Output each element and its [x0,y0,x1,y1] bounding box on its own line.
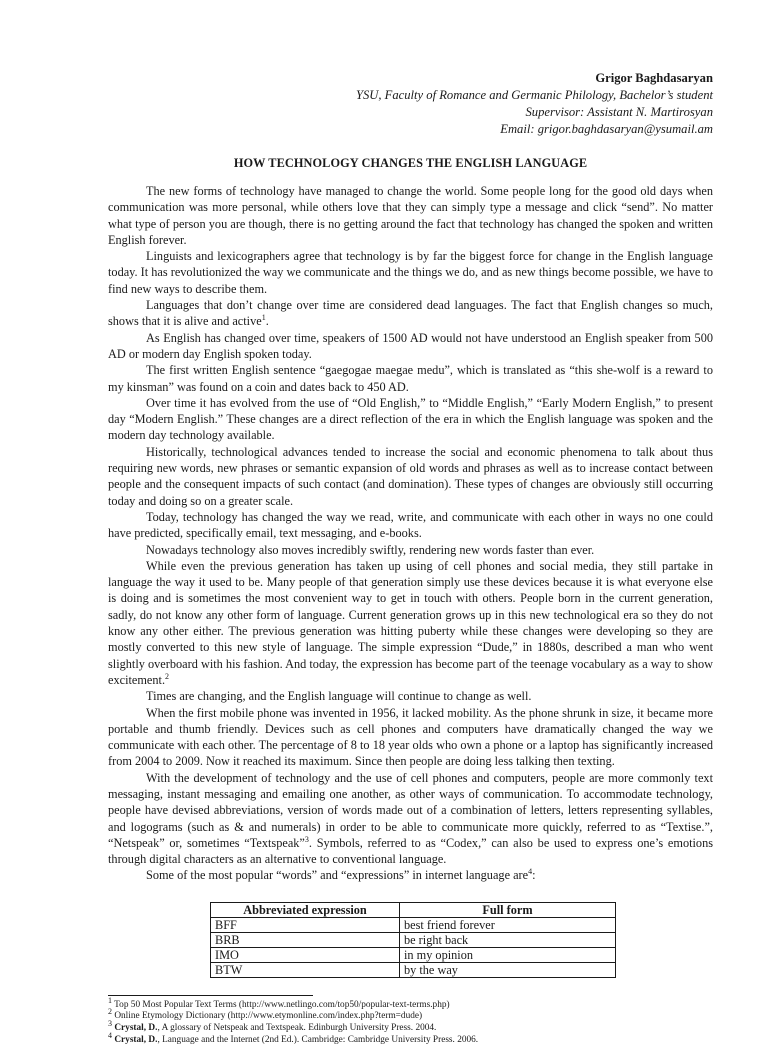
paragraph: Linguists and lexicographers agree that technology is by far the biggest force for change in the English language today. It has revolutionized the way we communicate and the things we do, and as new things become possible, we have to find new ways to describe them. [108,249,714,296]
table-row [211,917,616,932]
paragraph: Over time it has evolved from the use of “Old English,” to “Middle English,” “Early Modern English,” to present day “Modern English.” These changes are a direct reflection of the era in which the English language was spoken and the modern day technology available. [108,395,713,443]
footnote: $^3$ Crystal, D., A glossary of Netspeak and Textspeak. Edinburgh University Press. 2004. [108,1018,437,1033]
paper-body [108,183,713,884]
author-affiliation: YSU, Faculty of Romance and Germanic Philology, Bachelor’s student [355,88,713,102]
table-row [211,947,616,962]
paragraph: The first written English sentence “gaegogae maegae medu”, which is translated as “this she-wolf is a reward to my kinsman” was found on a coin and dates back to 450 AD. [108,363,713,394]
author-name: Grigor Baghdasaryan [595,71,713,85]
footnote: $^1$ Top 50 Most Popular Text Terms (http://www.netlingo.com/top50/popular-text-terms.php) [108,995,450,1010]
table-header-row [211,902,616,917]
paragraph: Times are changing, and the English language will continue to change as well. [146,689,532,704]
paragraph: Today, technology has changed the way we read, write, and communicate with each other in ways no one could have predicted, specifically email, text messaging, and e-books. [108,509,713,541]
author-block [108,70,713,138]
paragraph: Languages that don’t change over time are considered dead languages. The fact that English changes so much, shows that it is alive and active$^1$. [108,298,713,329]
paragraph: Some of the most popular “words” and “expressions” in internet language are$^4$: [146,867,536,883]
paragraph: Nowadays technology also moves incredibly swiftly, rendering new words faster than ever. [146,542,595,557]
table-row [211,962,616,977]
author-email: Email: grigor.baghdasaryan@ysumail.am [500,122,713,136]
paragraph: When the first mobile phone was invented in 1956, it lacked mobility. As the phone shrunk in size, it became more portable and thumb friendly. Devices such as cell phones and computers have dramatically changed the way we communicate with each other. The percentage of 8 to 18 year olds who own a phone or a laptop has significantly increased from 2004 to 2009. Now it reached its maximum. Since then people are doing less talking then texting. [108,705,713,769]
footnote-ref[interactable]: 4 [528,867,533,877]
footnote: $^4$ Crystal, D., Language and the Internet (2nd Ed.). Cambridge: Cambridge University Press. 2006. [108,1030,479,1045]
table-cell: be right back [400,932,616,947]
footnote-ref[interactable]: 2 [165,671,170,681]
table-cell: BTW [211,962,400,977]
column-header: Full form [400,902,616,917]
table-cell: BFF [211,917,400,932]
footnote-ref[interactable]: 3 [304,834,309,844]
paper-title: HOW TECHNOLOGY CHANGES THE ENGLISH LANGUAGE [233,156,588,170]
table-cell: IMO [211,947,400,962]
footnote-ref[interactable]: 1 [261,313,266,323]
column-header: Abbreviated expression [211,902,400,917]
table-cell: by the way [400,962,616,977]
paragraph: While even the previous generation has taken up using of cell phones and social media, they still partake in language the way it used to be. Many people of that generation simply use these devices because it is what everyone else is doing and is sometimes the most convenient way to get in touch with others. People born in the current generation, sadly, do not know any other form of language. Current generation grows up in this new technological era so they do not know any other either. The previous generation was hitting puberty while these changes were developing so they are mostly converted to this new style of language. The simple expression “Dude,” in 1880s, described a man who went slightly overboard with his fashion. And today, the expression has become part of the teenage vocabulary as a way to show excitement.$^2$ [108,558,713,687]
author-supervisor: Supervisor: Assistant N. Martirosyan [525,105,713,119]
footnote-divider [108,995,313,996]
table-cell: in my opinion [400,947,616,962]
paragraph: The new forms of technology have managed to change the world. Some people long for the good old days when communication was more personal, while others love that they can simply type a message and click “send”. No matter what type of person you are though, there is no getting around the fact that technology has changed the spoken and written English forever. [108,184,713,247]
abbreviation-table [210,902,616,978]
paragraph: As English has changed over time, speakers of 1500 AD would not have understood an English speaker from 500 AD or modern day English spoken today. [108,330,713,361]
table-cell: best friend forever [400,917,616,932]
table-cell: BRB [211,932,400,947]
footnote: $^2$ Online Etymology Dictionary (http://www.etymonline.com/index.php?term=dude) [108,1007,423,1022]
table-row [211,932,616,947]
paragraph: With the development of technology and the use of cell phones and computers, people are more commonly text messaging, instant messaging and emailing one another, as other ways of communication. To accommodate technology, people have devised abbreviations, version of words made out of a combination of letters, letters representing syllables, and logograms (such as & and numerals) in order to be able to communicate more quickly, referred to as “Textise.”, “Netspeak” or, sometimes “Textspeak”$^3$. Symbols, referred to as “Codex,” can also be used to express one’s emotions through digital characters as an alternative to conventional language. [108,770,714,867]
footnotes [108,995,713,1046]
paragraph: Historically, technological advances tended to increase the social and economic phenomena to talk about thus requiring new words, new phrases or semantic expansion of old words and phrases as well as to increase contact between people and the consequent impacts of such contact (and domination). These types of changes are obviously still occurring today and doing so on a greater scale. [108,444,713,508]
